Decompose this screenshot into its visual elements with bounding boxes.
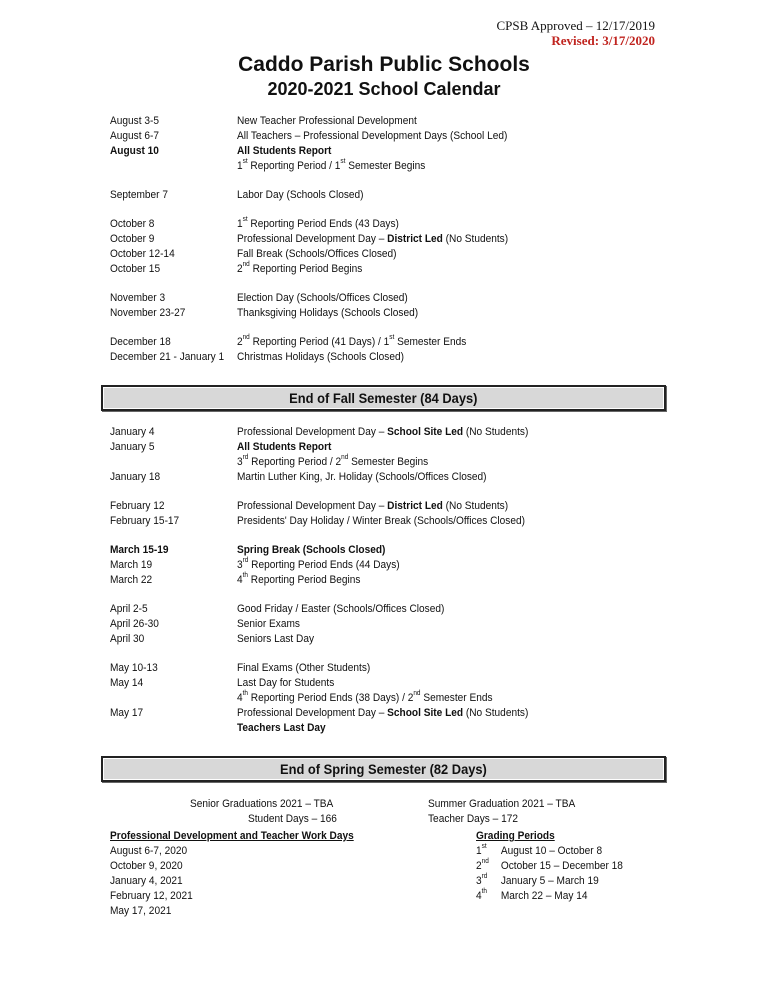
event-date: April 2-5 bbox=[110, 603, 148, 615]
calendar-row bbox=[110, 129, 622, 144]
event-description: Christmas Holidays (Schools Closed) bbox=[236, 351, 404, 363]
event-description: Final Exams (Other Students) bbox=[236, 662, 371, 674]
event-date: February 12 bbox=[110, 500, 165, 512]
event-description: Election Day (Schools/Offices Closed) bbox=[236, 292, 408, 304]
grading-period-row bbox=[476, 844, 623, 859]
grading-period-number: 2nd bbox=[476, 858, 489, 872]
event-date: March 15-19 bbox=[110, 544, 169, 556]
event-description: 1st Reporting Period / 1st Semester Begins bbox=[236, 158, 426, 172]
page-subtitle: 2020-2021 School Calendar bbox=[267, 79, 501, 99]
fall-semester-list bbox=[110, 114, 622, 379]
calendar-row bbox=[110, 335, 622, 350]
event-date: April 30 bbox=[110, 633, 145, 645]
calendar-row bbox=[110, 144, 622, 159]
event-date: March 19 bbox=[110, 559, 153, 571]
event-date bbox=[110, 721, 237, 736]
grading-period-number: 4th bbox=[476, 888, 488, 902]
calendar-row bbox=[110, 573, 622, 588]
calendar-row bbox=[110, 306, 622, 321]
calendar-row bbox=[110, 217, 622, 232]
event-description: Thanksgiving Holidays (Schools Closed) bbox=[236, 307, 419, 319]
fall-group bbox=[110, 291, 622, 321]
grading-period-row bbox=[476, 859, 623, 874]
fall-group bbox=[110, 114, 622, 174]
fall-group bbox=[110, 217, 622, 277]
event-date: May 14 bbox=[110, 677, 144, 689]
fall-group bbox=[110, 188, 622, 203]
grading-period-row bbox=[476, 874, 623, 889]
event-description: 3rd Reporting Period / 2nd Semester Begins bbox=[236, 454, 429, 468]
calendar-row bbox=[110, 455, 622, 470]
pd-days-list bbox=[110, 844, 354, 919]
event-date bbox=[110, 455, 237, 470]
event-date: October 8 bbox=[110, 218, 155, 230]
calendar-row bbox=[110, 514, 622, 529]
grading-periods-list bbox=[476, 844, 623, 904]
approval-stamp bbox=[496, 18, 655, 48]
approved-date: CPSB Approved – 12/17/2019 bbox=[496, 18, 655, 33]
event-date: August 10 bbox=[110, 145, 159, 157]
event-description: Martin Luther King, Jr. Holiday (Schools/Offices Closed) bbox=[236, 471, 487, 483]
summer-graduation: Summer Graduation 2021 – TBA bbox=[428, 798, 576, 810]
event-description: Senior Exams bbox=[236, 618, 300, 630]
event-date: April 26-30 bbox=[110, 618, 159, 630]
revised-date: Revised: 3/17/2020 bbox=[551, 33, 655, 48]
event-date bbox=[110, 691, 237, 706]
calendar-row bbox=[110, 188, 622, 203]
event-date: October 12-14 bbox=[110, 248, 175, 260]
event-description: Seniors Last Day bbox=[236, 633, 315, 645]
event-description: All Students Report bbox=[236, 145, 332, 157]
fall-group bbox=[110, 335, 622, 365]
spring-group bbox=[110, 499, 622, 529]
event-description: 4th Reporting Period Begins bbox=[236, 572, 361, 586]
calendar-row bbox=[110, 291, 622, 306]
event-date bbox=[110, 159, 237, 174]
event-description: 2nd Reporting Period (41 Days) / 1st Semester Ends bbox=[236, 334, 467, 348]
event-description: Spring Break (Schools Closed) bbox=[236, 544, 386, 556]
student-days: Student Days – 166 bbox=[248, 813, 337, 825]
event-date: October 9 bbox=[110, 233, 155, 245]
calendar-row bbox=[110, 440, 622, 455]
event-description: Professional Development Day – District Led (No Students) bbox=[236, 233, 509, 245]
calendar-row bbox=[110, 232, 622, 247]
spring-group bbox=[110, 543, 622, 588]
calendar-row bbox=[110, 470, 622, 485]
event-date: August 3-5 bbox=[110, 115, 159, 127]
spring-group bbox=[110, 425, 622, 485]
grading-period-number: 1st bbox=[476, 843, 487, 857]
grading-period-row bbox=[476, 889, 623, 904]
event-date: October 15 bbox=[110, 263, 161, 275]
calendar-row bbox=[110, 247, 622, 262]
calendar-row bbox=[110, 425, 622, 440]
calendar-row bbox=[110, 632, 622, 647]
event-description: 1st Reporting Period Ends (43 Days) bbox=[236, 216, 399, 230]
pd-day: August 6-7, 2020 bbox=[110, 845, 188, 857]
pd-day: October 9, 2020 bbox=[110, 860, 183, 872]
calendar-row bbox=[110, 602, 622, 617]
event-description: 4th Reporting Period Ends (38 Days) / 2nd Semester Ends bbox=[236, 690, 493, 704]
event-description: All Students Report bbox=[236, 441, 332, 453]
event-description: 3rd Reporting Period Ends (44 Days) bbox=[236, 557, 400, 571]
senior-graduation: Senior Graduations 2021 – TBA bbox=[190, 798, 334, 810]
event-description: Fall Break (Schools/Offices Closed) bbox=[236, 248, 397, 260]
event-date: May 17 bbox=[110, 707, 144, 719]
spring-semester-banner: End of Spring Semester (82 Days) bbox=[101, 756, 666, 782]
event-description: Professional Development Day – School Site Led (No Students) bbox=[236, 426, 529, 438]
calendar-row bbox=[110, 661, 622, 676]
grading-period-range: March 22 – May 14 bbox=[500, 890, 588, 902]
event-date: January 5 bbox=[110, 441, 155, 453]
event-date: January 4 bbox=[110, 426, 155, 438]
event-description: Professional Development Day – School Site Led (No Students) bbox=[236, 707, 529, 719]
calendar-row bbox=[110, 499, 622, 514]
calendar-row bbox=[110, 691, 622, 706]
event-date: January 18 bbox=[110, 471, 161, 483]
calendar-row bbox=[110, 617, 622, 632]
fall-semester-banner: End of Fall Semester (84 Days) bbox=[101, 385, 666, 411]
event-date: December 21 - January 1 bbox=[110, 351, 225, 363]
pd-heading: Professional Development and Teacher Work Days bbox=[110, 830, 354, 842]
event-description: All Teachers – Professional Development Days (School Led) bbox=[236, 130, 508, 142]
event-date: September 7 bbox=[110, 189, 168, 201]
event-description: Presidents' Day Holiday / Winter Break (Schools/Offices Closed) bbox=[236, 515, 525, 527]
event-description: New Teacher Professional Development bbox=[236, 115, 417, 127]
spring-semester-list bbox=[110, 425, 622, 750]
calendar-row bbox=[110, 159, 622, 174]
spring-group bbox=[110, 602, 622, 647]
event-date: March 22 bbox=[110, 574, 153, 586]
event-description: Labor Day (Schools Closed) bbox=[236, 189, 364, 201]
teacher-days: Teacher Days – 172 bbox=[428, 813, 519, 825]
calendar-row bbox=[110, 706, 622, 721]
grading-period-range: October 15 – December 18 bbox=[500, 860, 623, 872]
grading-period-range: January 5 – March 19 bbox=[500, 875, 599, 887]
event-date: November 3 bbox=[110, 292, 166, 304]
event-description: Teachers Last Day bbox=[236, 722, 326, 734]
event-date: August 6-7 bbox=[110, 130, 159, 142]
grading-period-number: 3rd bbox=[476, 873, 488, 887]
pd-section bbox=[110, 829, 354, 919]
event-date: February 15-17 bbox=[110, 515, 180, 527]
event-description: 2nd Reporting Period Begins bbox=[236, 261, 363, 275]
event-description: Professional Development Day – District Led (No Students) bbox=[236, 500, 509, 512]
event-date: December 18 bbox=[110, 336, 171, 348]
event-description: Last Day for Students bbox=[236, 677, 335, 689]
calendar-row bbox=[110, 262, 622, 277]
page-title: Caddo Parish Public Schools bbox=[238, 53, 530, 76]
pd-day: February 12, 2021 bbox=[110, 890, 193, 902]
pd-day: January 4, 2021 bbox=[110, 875, 183, 887]
grading-periods-section bbox=[476, 829, 623, 904]
pd-day: May 17, 2021 bbox=[110, 905, 172, 917]
event-date: November 23-27 bbox=[110, 307, 186, 319]
calendar-row bbox=[110, 676, 622, 691]
event-date: May 10-13 bbox=[110, 662, 158, 674]
event-description: Good Friday / Easter (Schools/Offices Closed) bbox=[236, 603, 445, 615]
calendar-row bbox=[110, 543, 622, 558]
spring-group bbox=[110, 661, 622, 736]
grading-periods-heading: Grading Periods bbox=[476, 830, 555, 842]
calendar-row bbox=[110, 558, 622, 573]
calendar-row bbox=[110, 721, 622, 736]
calendar-row bbox=[110, 350, 622, 365]
grading-period-range: August 10 – October 8 bbox=[500, 845, 603, 857]
calendar-row bbox=[110, 114, 622, 129]
